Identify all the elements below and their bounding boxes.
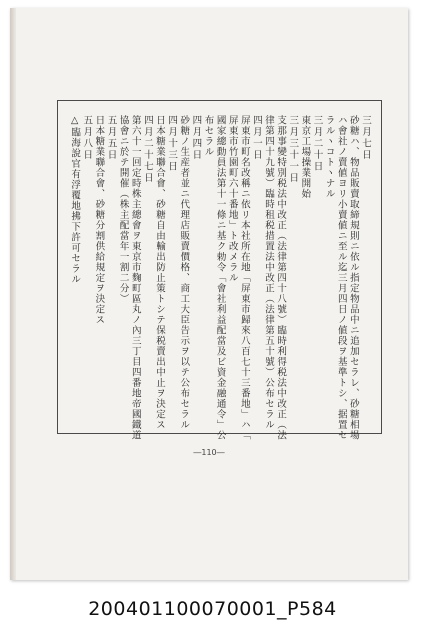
date-entry: 三月七日 (360, 115, 371, 161)
text-column: 日本糖業聯合會、砂糖分割供給規定ヲ決定ス (93, 115, 105, 325)
date-entry: 五月八日 (81, 115, 93, 161)
text-column: 第六十一回定時株主總會ヲ東京市麴町區丸ノ內三丁目四番地帝國鐵道 (129, 115, 141, 441)
text-column: ハ會社ノ賣値ヨリ小賣値ニ至ル迄三月四日ノ値段ヲ基準トシ、据置セ (335, 115, 347, 441)
text-column: ラルヽコトヽナル (323, 115, 335, 199)
text-column: 布セラル (202, 115, 214, 157)
date-entry: 四月二十七日 (141, 115, 153, 184)
text-column: 律第四十九號）臨時租税措置法中改正（法律第五十號）公布セラル (263, 115, 275, 430)
text-column: 東京工場操業開始 (299, 115, 311, 199)
text-column: 屏東市町名改稱ニ依リ本社所在地「屏東市歸來八百七十三番地」ハ「 (238, 115, 250, 441)
text-column: 日本糖業聯合會、砂糖自由輸出防止策トシテ保税賣出中止ヲ決定ス (153, 115, 165, 430)
document-page (10, 8, 408, 580)
text-column: △臨海說官有浮覆地拂下許可セラル (69, 115, 81, 285)
text-column: 支那事變特別税法中改正（法律第四十八號）臨時利得税法中改正（法 (275, 115, 287, 441)
page-number: ―110― (193, 448, 225, 457)
text-column: 砂糖ハ、物品販賣取締規則ニ依ル指定物品中ニ追加セラレ、砂糖相場 (347, 115, 359, 441)
date-entry: 三月三十一日 (287, 115, 299, 184)
document-id-caption: 200401100070001_P584 (88, 598, 337, 620)
text-frame (57, 100, 382, 441)
date-entry: 四月四日 (190, 115, 202, 161)
text-column: 協會ニ於テ開催（株主配當年一割二分） (117, 115, 129, 304)
date-entry: 五月五日 (105, 115, 117, 161)
date-entry: 三月二十日 (311, 115, 323, 173)
date-entry: 四月一日 (250, 115, 262, 161)
date-entry: 四月十三日 (166, 115, 178, 173)
page-binding-edge (10, 8, 16, 580)
text-column: 砂糖ノ生産者並ニ代理店販賣價格、商工大臣告示ヲ以テ公布セラル (178, 115, 190, 430)
text-column: 國家總動員法第十一條ニ基ク勅令「會社利益配當及ビ資金融通令」公 (214, 115, 226, 441)
text-column: 屏東市竹園町六十番地」ト改メラル (226, 115, 238, 283)
